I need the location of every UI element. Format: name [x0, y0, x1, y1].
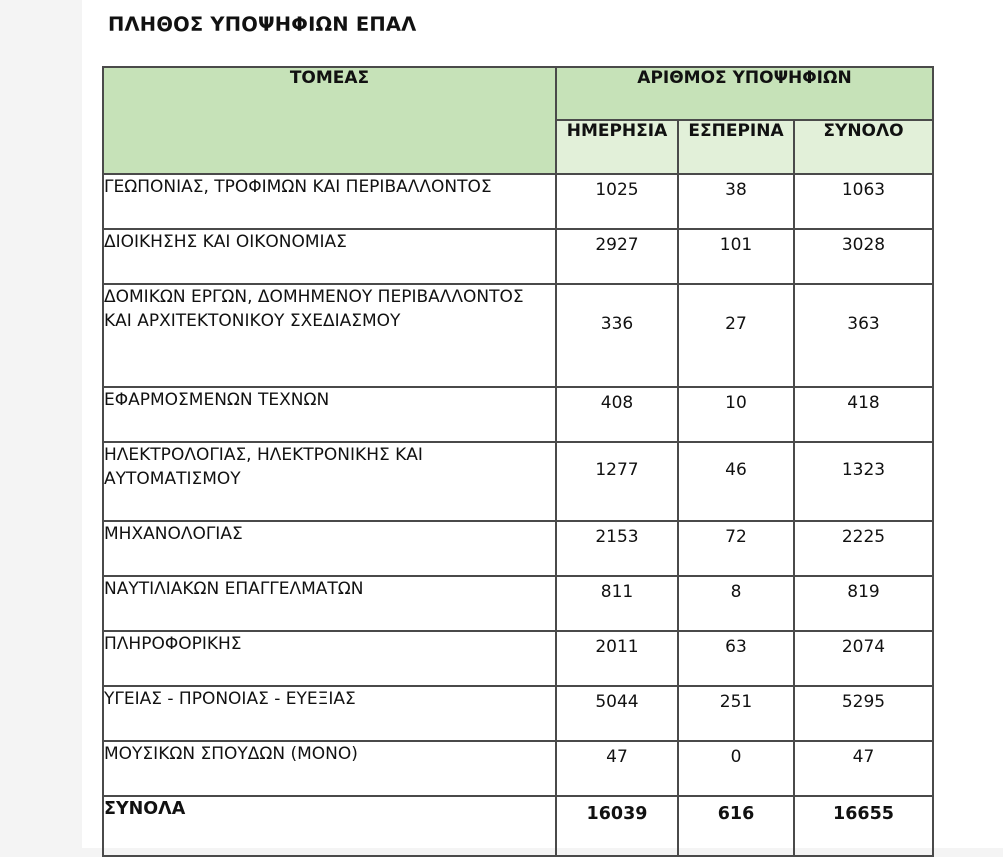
total-cell: 819: [794, 576, 933, 631]
total-cell: 363: [794, 284, 933, 387]
evening-cell: 63: [678, 631, 794, 686]
evening-column-header: ΕΣΠΕΡΙΝΑ: [678, 120, 794, 174]
sector-cell: ΜΟΥΣΙΚΩΝ ΣΠΟΥΔΩΝ (ΜΟΝΟ): [103, 741, 556, 796]
table-row: [103, 174, 933, 229]
evening-cell: 72: [678, 521, 794, 576]
evening-cell: 101: [678, 229, 794, 284]
evening-cell: 0: [678, 741, 794, 796]
day-cell: 2153: [556, 521, 678, 576]
day-cell: 336: [556, 284, 678, 387]
sector-cell: ΝΑΥΤΙΛΙΑΚΩΝ ΕΠΑΓΓΕΛΜΑΤΩΝ: [103, 576, 556, 631]
totals-evening-cell: 616: [678, 796, 794, 856]
evening-cell: 46: [678, 442, 794, 521]
sector-cell: ΠΛΗΡΟΦΟΡΙΚΗΣ: [103, 631, 556, 686]
totals-row: [103, 796, 933, 856]
candidates-group-header: ΑΡΙΘΜΟΣ ΥΠΟΨΗΦΙΩΝ: [556, 67, 933, 120]
day-cell: 2927: [556, 229, 678, 284]
page-title: ΠΛΗΘΟΣ ΥΠΟΨΗΦΙΩΝ ΕΠΑΛ: [108, 13, 417, 36]
day-cell: 408: [556, 387, 678, 442]
total-cell: 2225: [794, 521, 933, 576]
evening-cell: 10: [678, 387, 794, 442]
day-cell: 811: [556, 576, 678, 631]
total-cell: 5295: [794, 686, 933, 741]
sector-cell: ΥΓΕΙΑΣ - ΠΡΟΝΟΙΑΣ - ΕΥΕΞΙΑΣ: [103, 686, 556, 741]
day-column-header: ΗΜΕΡΗΣΙΑ: [556, 120, 678, 174]
evening-cell: 8: [678, 576, 794, 631]
evening-cell: 38: [678, 174, 794, 229]
total-cell: 418: [794, 387, 933, 442]
sector-cell: ΓΕΩΠΟΝΙΑΣ, ΤΡΟΦΙΜΩΝ ΚΑΙ ΠΕΡΙΒΑΛΛΟΝΤΟΣ: [103, 174, 556, 229]
sector-cell: ΔΙΟΙΚΗΣΗΣ ΚΑΙ ΟΙΚΟΝΟΜΙΑΣ: [103, 229, 556, 284]
table-row: [103, 284, 933, 387]
sector-cell: ΗΛΕΚΤΡΟΛΟΓΙΑΣ, ΗΛΕΚΤΡΟΝΙΚΗΣ ΚΑΙ ΑΥΤΟΜΑΤΙΣΜΟΥ: [103, 442, 556, 521]
candidates-table: [102, 66, 934, 857]
day-cell: 2011: [556, 631, 678, 686]
table-row: [103, 576, 933, 631]
evening-cell: 27: [678, 284, 794, 387]
totals-label-cell: ΣΥΝΟΛΑ: [103, 796, 556, 856]
total-column-header: ΣΥΝΟΛΟ: [794, 120, 933, 174]
day-cell: 1277: [556, 442, 678, 521]
total-cell: 2074: [794, 631, 933, 686]
table-row: [103, 521, 933, 576]
day-cell: 47: [556, 741, 678, 796]
document-page: [82, 0, 1003, 848]
total-cell: 1323: [794, 442, 933, 521]
totals-total-cell: 16655: [794, 796, 933, 856]
sector-cell: ΕΦΑΡΜΟΣΜΕΝΩΝ ΤΕΧΝΩΝ: [103, 387, 556, 442]
table-header-row: [103, 67, 933, 120]
sector-cell: ΔΟΜΙΚΩΝ ΕΡΓΩΝ, ΔΟΜΗΜΕΝΟΥ ΠΕΡΙΒΑΛΛΟΝΤΟΣ ΚΑΙ ΑΡΧΙΤΕΚΤΟΝΙΚΟΥ ΣΧΕΔΙΑΣΜΟΥ: [103, 284, 556, 387]
sector-column-header: ΤΟΜΕΑΣ: [103, 67, 556, 174]
total-cell: 3028: [794, 229, 933, 284]
day-cell: 1025: [556, 174, 678, 229]
table-row: [103, 442, 933, 521]
table-row: [103, 686, 933, 741]
table-row: [103, 229, 933, 284]
sector-cell: ΜΗΧΑΝΟΛΟΓΙΑΣ: [103, 521, 556, 576]
total-cell: 1063: [794, 174, 933, 229]
table-row: [103, 631, 933, 686]
totals-day-cell: 16039: [556, 796, 678, 856]
total-cell: 47: [794, 741, 933, 796]
evening-cell: 251: [678, 686, 794, 741]
day-cell: 5044: [556, 686, 678, 741]
table-row: [103, 387, 933, 442]
table-row: [103, 741, 933, 796]
